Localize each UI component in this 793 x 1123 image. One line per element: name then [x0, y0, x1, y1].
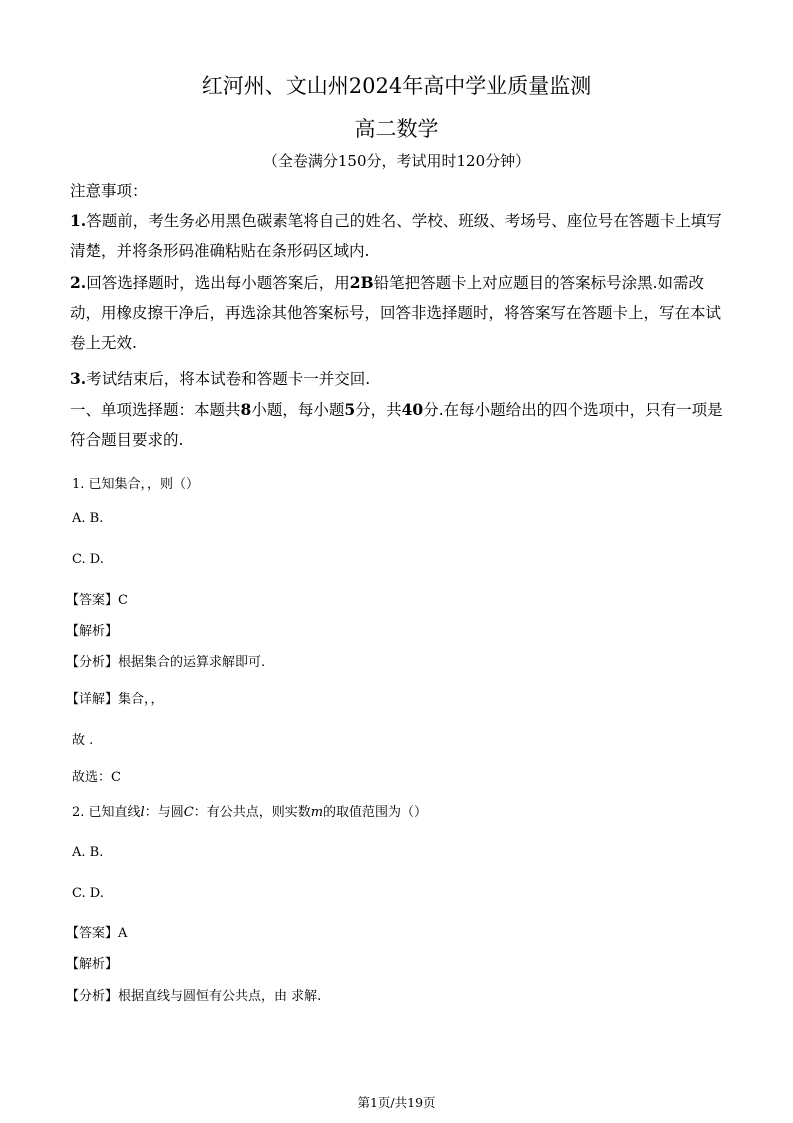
- notes-heading: 注意事项：: [70, 182, 148, 200]
- q2-analysis: 【分析】根据直线与圆恒有公共点，由 求解.: [66, 989, 322, 1004]
- page-number: 第1页/共19页: [357, 1095, 436, 1110]
- q2-options-ab: A. B.: [72, 845, 104, 860]
- q2-answer: 【答案】A: [66, 926, 128, 941]
- section-1-heading: [70, 395, 730, 455]
- section-1-text-g: 分.在每小题给出的四个选项中，只有一项是符合题目要求的.: [70, 401, 723, 449]
- q2-var-m: m: [310, 805, 324, 820]
- q1-analysis: 【分析】根据集合的运算求解即可.: [66, 655, 266, 670]
- section-1-text-e: 分，共: [355, 401, 402, 419]
- q2-stem-a: 2. 已知直线: [72, 805, 141, 820]
- note-3-number: 3.: [70, 369, 87, 388]
- q1-conclusion: 故 .: [72, 733, 94, 748]
- q2-stem-b: ：与圆: [144, 805, 184, 820]
- note-2-number: 2.: [70, 273, 87, 292]
- q1-answer: 【答案】C: [66, 593, 128, 608]
- note-1-number: 1.: [70, 211, 87, 230]
- q1-options-cd: C. D.: [72, 552, 104, 567]
- note-2-text-b: 铅笔把答题卡上对应题目的答案标号涂黑.如需改动，用橡皮擦干净后，再选涂其他答案标号，回答非选择题时，将答案写在答题卡上，写在本试卷上无效.: [70, 274, 722, 352]
- exam-scope: （全卷满分150分，考试用时120分钟）: [262, 152, 531, 170]
- q2-options-cd: C. D.: [72, 886, 104, 901]
- q1-detail: 【详解】集合，，: [66, 692, 164, 707]
- q2-var-c: C: [183, 805, 194, 820]
- note-3: [70, 364, 730, 394]
- q2-stem-c: ：有公共点，则实数: [193, 805, 311, 820]
- q1-options-ab: A. B.: [72, 511, 104, 526]
- note-2-text-a: 回答选择题时，选出每小题答案后，用: [86, 274, 350, 292]
- q1-analysis-tag: 【解析】: [66, 624, 119, 639]
- section-1-text-c: 小题，每小题: [251, 401, 345, 419]
- exam-title: 红河州、文山州2024年高中学业质量监测: [201, 74, 592, 98]
- exam-subject: 高二数学: [354, 117, 439, 141]
- q1-stem: 1. 已知集合，，则（）: [72, 477, 200, 492]
- note-2: [70, 268, 730, 358]
- q2-stem: [72, 801, 427, 820]
- q2-analysis-tag: 【解析】: [66, 957, 119, 972]
- note-2-pencil: 2B: [349, 273, 374, 292]
- note-3-text: 考试结束后，将本试卷和答题卡一并交回.: [86, 370, 371, 388]
- section-1-points-total: 40: [401, 400, 424, 419]
- note-1-text: 答题前，考生务必用黑色碳素笔将自己的姓名、学校、班级、考场号、座位号在答题卡上填写清楚，并将条形码准确粘贴在条形码区域内.: [70, 212, 722, 260]
- q2-var-l: l: [140, 805, 145, 820]
- section-1-text-a: 一、单项选择题：本题共: [70, 401, 241, 419]
- q1-choice: 故选：C: [72, 770, 121, 785]
- q2-stem-d: 的取值范围为（）: [323, 805, 428, 820]
- section-1-count: 8: [240, 400, 252, 419]
- note-1: [70, 206, 730, 266]
- section-1-points-each: 5: [344, 400, 356, 419]
